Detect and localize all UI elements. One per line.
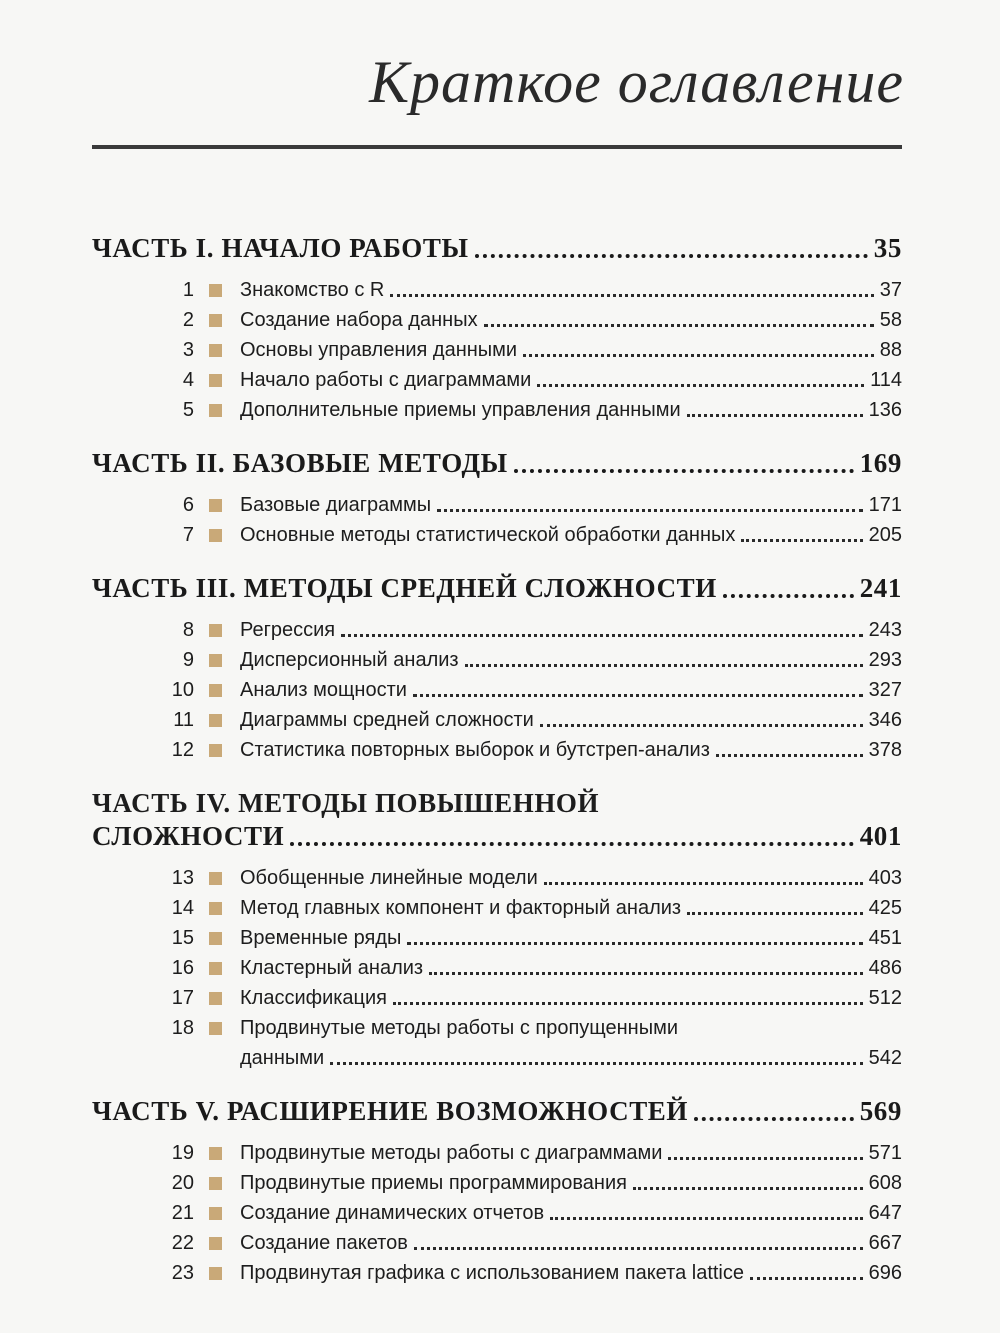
- chapter-entry[interactable]: [92, 1198, 902, 1228]
- chapter-entry[interactable]: [92, 645, 902, 675]
- chapter-number: 4: [182, 369, 194, 391]
- chapter-title: Начало работы с диаграммами: [240, 369, 532, 391]
- chapter-number: 8: [182, 619, 194, 641]
- chapter-page-number: 451: [868, 927, 902, 949]
- part-page-number: 401: [859, 821, 902, 851]
- chapter-page-number: 88: [879, 339, 902, 361]
- chapter-page-number: 114: [870, 369, 902, 391]
- part-title: ЧАСТЬ I. НАЧАЛО РАБОТЫ: [92, 233, 469, 263]
- dot-leader: [393, 1002, 863, 1005]
- dot-leader: [514, 469, 854, 473]
- part-title: ЧАСТЬ II. БАЗОВЫЕ МЕТОДЫ: [92, 448, 508, 478]
- part-4: [92, 787, 902, 1073]
- chapter-number: 6: [182, 494, 194, 516]
- chapter-title: Основы управления данными: [240, 339, 518, 361]
- square-bullet-icon: [209, 1147, 222, 1160]
- part-page-number: 241: [859, 573, 902, 603]
- chapter-entry[interactable]: [92, 675, 902, 705]
- chapter-title-line-1: Продвинутые методы работы с пропущенными: [240, 1017, 679, 1039]
- chapter-page-number: 696: [868, 1262, 902, 1284]
- chapter-entry[interactable]: [92, 490, 902, 520]
- part-5: [92, 1095, 902, 1288]
- chapter-list: [92, 1138, 902, 1288]
- square-bullet-icon: [209, 314, 222, 327]
- chapter-page-number: 667: [868, 1232, 902, 1254]
- chapter-title: Продвинутые приемы программирования: [240, 1172, 627, 1194]
- chapter-title: Регрессия: [240, 619, 336, 641]
- chapter-title-line-2: данными: [240, 1047, 325, 1069]
- dot-leader: [330, 1062, 862, 1065]
- chapter-entry[interactable]: [92, 365, 902, 395]
- chapter-entry[interactable]: [92, 1228, 902, 1258]
- dot-leader: [290, 842, 853, 846]
- chapter-number: 19: [171, 1142, 194, 1164]
- chapter-page-number: 608: [868, 1172, 902, 1194]
- square-bullet-icon: [209, 744, 222, 757]
- chapter-entry[interactable]: [92, 953, 902, 983]
- part-page-number: 569: [859, 1096, 902, 1126]
- dot-leader: [414, 1247, 863, 1250]
- dot-leader: [544, 882, 863, 885]
- chapter-entry[interactable]: [92, 705, 902, 735]
- chapter-page-number: 571: [868, 1142, 902, 1164]
- chapter-title: Классификация: [240, 987, 388, 1009]
- chapter-number: 22: [171, 1232, 194, 1254]
- chapter-title: Продвинутые методы работы с диаграммами: [240, 1142, 663, 1164]
- chapter-number: 20: [171, 1172, 194, 1194]
- dot-leader: [633, 1187, 863, 1190]
- dot-leader: [429, 972, 863, 975]
- square-bullet-icon: [209, 1177, 222, 1190]
- part-title-line-2: СЛОЖНОСТИ: [92, 821, 285, 851]
- chapter-number: 5: [182, 399, 194, 421]
- chapter-page-number: 512: [868, 987, 902, 1009]
- square-bullet-icon: [209, 344, 222, 357]
- part-page-number: 169: [859, 448, 902, 478]
- title-rule: [92, 145, 902, 149]
- square-bullet-icon: [209, 932, 222, 945]
- chapter-page-number: 647: [868, 1202, 902, 1224]
- chapter-title: Метод главных компонент и факторный анализ: [240, 897, 682, 919]
- square-bullet-icon: [209, 992, 222, 1005]
- square-bullet-icon: [209, 1237, 222, 1250]
- part-title: ЧАСТЬ III. МЕТОДЫ СРЕДНЕЙ СЛОЖНОСТИ: [92, 573, 717, 603]
- chapter-number: 2: [182, 309, 194, 331]
- dot-leader: [687, 414, 863, 417]
- chapter-page-number: 346: [868, 709, 902, 731]
- chapter-entry[interactable]: [92, 305, 902, 335]
- dot-leader: [694, 1117, 854, 1121]
- chapter-title: Статистика повторных выборок и бутстреп-анализ: [240, 739, 710, 761]
- chapter-entry[interactable]: [92, 893, 902, 923]
- chapter-list: [92, 615, 902, 765]
- square-bullet-icon: [209, 624, 222, 637]
- square-bullet-icon: [209, 872, 222, 885]
- dot-leader: [687, 912, 863, 915]
- part-heading[interactable]: [92, 447, 902, 480]
- chapter-entry[interactable]: [92, 983, 902, 1013]
- chapter-entry[interactable]: [92, 275, 902, 305]
- chapter-title: Обобщенные линейные модели: [240, 867, 538, 889]
- part-heading[interactable]: [92, 1095, 902, 1128]
- chapter-title: Базовые диаграммы: [240, 494, 432, 516]
- chapter-list: [92, 490, 902, 550]
- chapter-entry[interactable]: [92, 1138, 902, 1168]
- chapter-number: 11: [173, 709, 194, 731]
- chapter-number: 10: [171, 679, 194, 701]
- square-bullet-icon: [209, 684, 222, 697]
- square-bullet-icon: [209, 1022, 222, 1035]
- dot-leader: [716, 754, 863, 757]
- chapter-entry[interactable]: [92, 923, 902, 953]
- chapter-page-number: 37: [879, 279, 902, 301]
- chapter-page-number: 378: [868, 739, 902, 761]
- chapter-number: 23: [171, 1262, 194, 1284]
- dot-leader: [668, 1157, 862, 1160]
- chapter-number: 12: [171, 739, 194, 761]
- square-bullet-icon: [209, 1267, 222, 1280]
- chapter-page-number: 293: [868, 649, 902, 671]
- chapter-page-number: 486: [868, 957, 902, 979]
- square-bullet-icon: [209, 284, 222, 297]
- chapter-title: Анализ мощности: [240, 679, 407, 701]
- chapter-entry[interactable]: [92, 863, 902, 893]
- dot-leader: [465, 664, 863, 667]
- chapter-entry[interactable]: [92, 520, 902, 550]
- part-3: [92, 572, 902, 765]
- part-1: [92, 232, 902, 425]
- chapter-number: 21: [171, 1202, 194, 1224]
- chapter-entry[interactable]: [92, 1258, 902, 1288]
- dot-leader: [537, 384, 864, 387]
- chapter-title: Дополнительные приемы управления данными: [240, 399, 681, 421]
- chapter-number: 9: [182, 649, 194, 671]
- dot-leader: [550, 1217, 863, 1220]
- chapter-entry[interactable]: [92, 335, 902, 365]
- chapter-number: 3: [182, 339, 194, 361]
- chapter-entry[interactable]: [92, 1168, 902, 1198]
- chapter-page-number: 327: [868, 679, 902, 701]
- chapter-page-number: 425: [868, 897, 902, 919]
- chapter-title: Создание динамических отчетов: [240, 1202, 545, 1224]
- chapter-page-number: 243: [868, 619, 902, 641]
- square-bullet-icon: [209, 654, 222, 667]
- chapter-page-number: 171: [868, 494, 902, 516]
- page-title: Краткое оглавление: [369, 49, 904, 115]
- chapter-list: [92, 275, 902, 425]
- part-title-line-1[interactable]: ЧАСТЬ IV. МЕТОДЫ ПОВЫШЕННОЙ: [92, 788, 600, 818]
- chapter-title: Дисперсионный анализ: [240, 649, 459, 671]
- chapter-number: 17: [171, 987, 194, 1009]
- chapter-entry[interactable]: [92, 1013, 902, 1073]
- part-page-number: 35: [873, 233, 902, 263]
- table-of-contents: [92, 232, 902, 1310]
- chapter-entry[interactable]: [92, 395, 902, 425]
- square-bullet-icon: [209, 374, 222, 387]
- square-bullet-icon: [209, 714, 222, 727]
- chapter-page-number: 403: [868, 867, 902, 889]
- chapter-title: Знакомство с R: [240, 279, 385, 301]
- chapter-title: Диаграммы средней сложности: [240, 709, 534, 731]
- chapter-number: 7: [182, 524, 194, 546]
- chapter-page-number: 542: [868, 1047, 902, 1069]
- part-heading[interactable]: [92, 820, 902, 853]
- dot-leader: [437, 509, 862, 512]
- chapter-title: Создание набора данных: [240, 309, 478, 331]
- square-bullet-icon: [209, 902, 222, 915]
- square-bullet-icon: [209, 499, 222, 512]
- square-bullet-icon: [209, 529, 222, 542]
- dot-leader: [390, 294, 873, 297]
- chapter-number: 13: [171, 867, 194, 889]
- square-bullet-icon: [209, 404, 222, 417]
- chapter-entry[interactable]: [92, 735, 902, 765]
- chapter-title: Продвинутая графика с использованием пакета lattice: [240, 1262, 744, 1284]
- chapter-number: 15: [171, 927, 194, 949]
- dot-leader: [540, 724, 863, 727]
- part-title: ЧАСТЬ V. РАСШИРЕНИЕ ВОЗМОЖНОСТЕЙ: [92, 1096, 689, 1126]
- dot-leader: [750, 1277, 863, 1280]
- dot-leader: [723, 594, 854, 598]
- chapter-title: Основные методы статистической обработки данных: [240, 524, 736, 546]
- chapter-number: 14: [171, 897, 194, 919]
- part-2: [92, 447, 902, 550]
- part-heading[interactable]: [92, 232, 902, 265]
- dot-leader: [523, 354, 874, 357]
- chapter-number: 18: [171, 1017, 194, 1039]
- square-bullet-icon: [209, 962, 222, 975]
- part-heading[interactable]: [92, 572, 902, 605]
- dot-leader: [741, 539, 862, 542]
- square-bullet-icon: [209, 1207, 222, 1220]
- dot-leader: [484, 324, 874, 327]
- chapter-entry[interactable]: [92, 615, 902, 645]
- chapter-page-number: 58: [879, 309, 902, 331]
- chapter-number: 1: [182, 279, 194, 301]
- dot-leader: [407, 942, 862, 945]
- dot-leader: [413, 694, 863, 697]
- dot-leader: [341, 634, 862, 637]
- chapter-title: Кластерный анализ: [240, 957, 424, 979]
- chapter-number: 16: [171, 957, 194, 979]
- dot-leader: [475, 254, 868, 258]
- chapter-list: [92, 863, 902, 1073]
- chapter-page-number: 205: [868, 524, 902, 546]
- chapter-title: Создание пакетов: [240, 1232, 408, 1254]
- chapter-page-number: 136: [868, 399, 902, 421]
- chapter-title: Временные ряды: [240, 927, 402, 949]
